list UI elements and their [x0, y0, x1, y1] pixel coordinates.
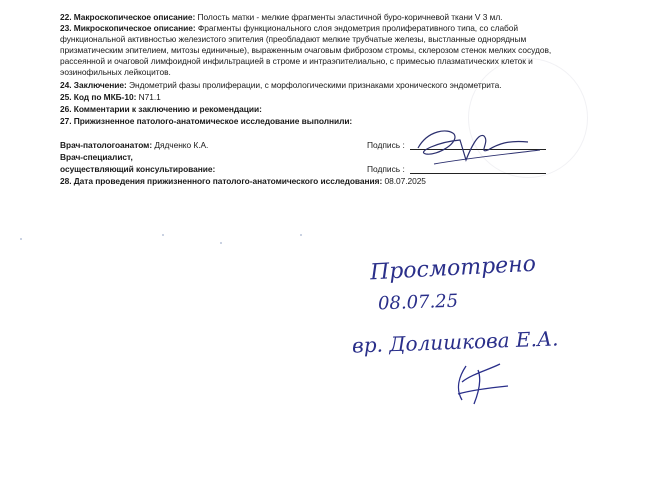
section-28-date: 08.07.2025 — [382, 176, 426, 186]
pathologist-row — [60, 140, 208, 150]
pathologist-signature — [408, 120, 548, 170]
section-28-label: 28. Дата проведения прижизненного патолого-анатомического исследования: — [60, 176, 383, 186]
section-23-line-5: эозинофильных лейкоцитов. — [60, 67, 171, 77]
section-23-line-2: функциональной активностью железистого эпителия (преобладают мелкие трубчатые железы, выстланные однорядным — [60, 34, 527, 44]
signature-label-2: Подпись : — [367, 164, 405, 174]
section-25-label: 25. Код по МКБ-10: — [60, 92, 137, 102]
section-24 — [60, 80, 502, 90]
section-25-code: N71.1 — [136, 92, 161, 102]
scan-speck — [300, 234, 302, 236]
scan-speck — [220, 242, 222, 244]
section-28 — [60, 176, 426, 186]
pathologist-name: Дядченко К.А. — [152, 140, 209, 150]
handwritten-date: 08.07.25 — [377, 290, 459, 315]
scan-speck — [162, 234, 164, 236]
section-24-label: 24. Заключение: — [60, 80, 127, 90]
section-22-label: 22. Макроскопическое описание: — [60, 12, 196, 22]
scan-speck — [20, 238, 22, 240]
section-22 — [60, 12, 502, 22]
section-25 — [60, 92, 161, 102]
section-23-line-4: рассеянной и очаговой лимфоидной инфильтрацией в строме и интраэпителиально, с примесью плазматических клеток и — [60, 56, 533, 66]
signature-line-2 — [410, 173, 546, 174]
pathologist-label: Врач-патологоанатом: — [60, 140, 153, 150]
reviewer-signature — [448, 360, 528, 410]
handwritten-doctor: вр. Долишкова Е.А. — [351, 326, 559, 358]
signature-label-1: Подпись : — [367, 140, 405, 150]
section-23-line-3: призматическим эпителием, митозы единичные), выраженным очаговым фиброзом стромы, склерозом стенок мелких сосудов, — [60, 45, 552, 55]
section-27-label: 27. Прижизненное патолого-анатомическое исследование выполнили: — [60, 116, 353, 126]
section-23-text-1: Фрагменты функционального слоя эндометрия пролиферативного типа, со слабой — [195, 23, 519, 33]
specialist-label-1: Врач-специалист, — [60, 152, 133, 162]
specialist-label-2: осуществляющий консультирование: — [60, 164, 216, 174]
handwritten-reviewed: Просмотрено — [369, 251, 537, 286]
section-24-text: Эндометрий фазы пролиферации, с морфологическими признаками хронического эндометрита. — [126, 80, 502, 90]
section-22-text: Полость матки - мелкие фрагменты эластичной буро-коричневой ткани V 3 мл. — [195, 12, 503, 22]
section-23-label: 23. Микроскопическое описание: — [60, 23, 196, 33]
section-23 — [60, 23, 518, 33]
section-26-label: 26. Комментарии к заключению и рекомендации: — [60, 104, 262, 114]
